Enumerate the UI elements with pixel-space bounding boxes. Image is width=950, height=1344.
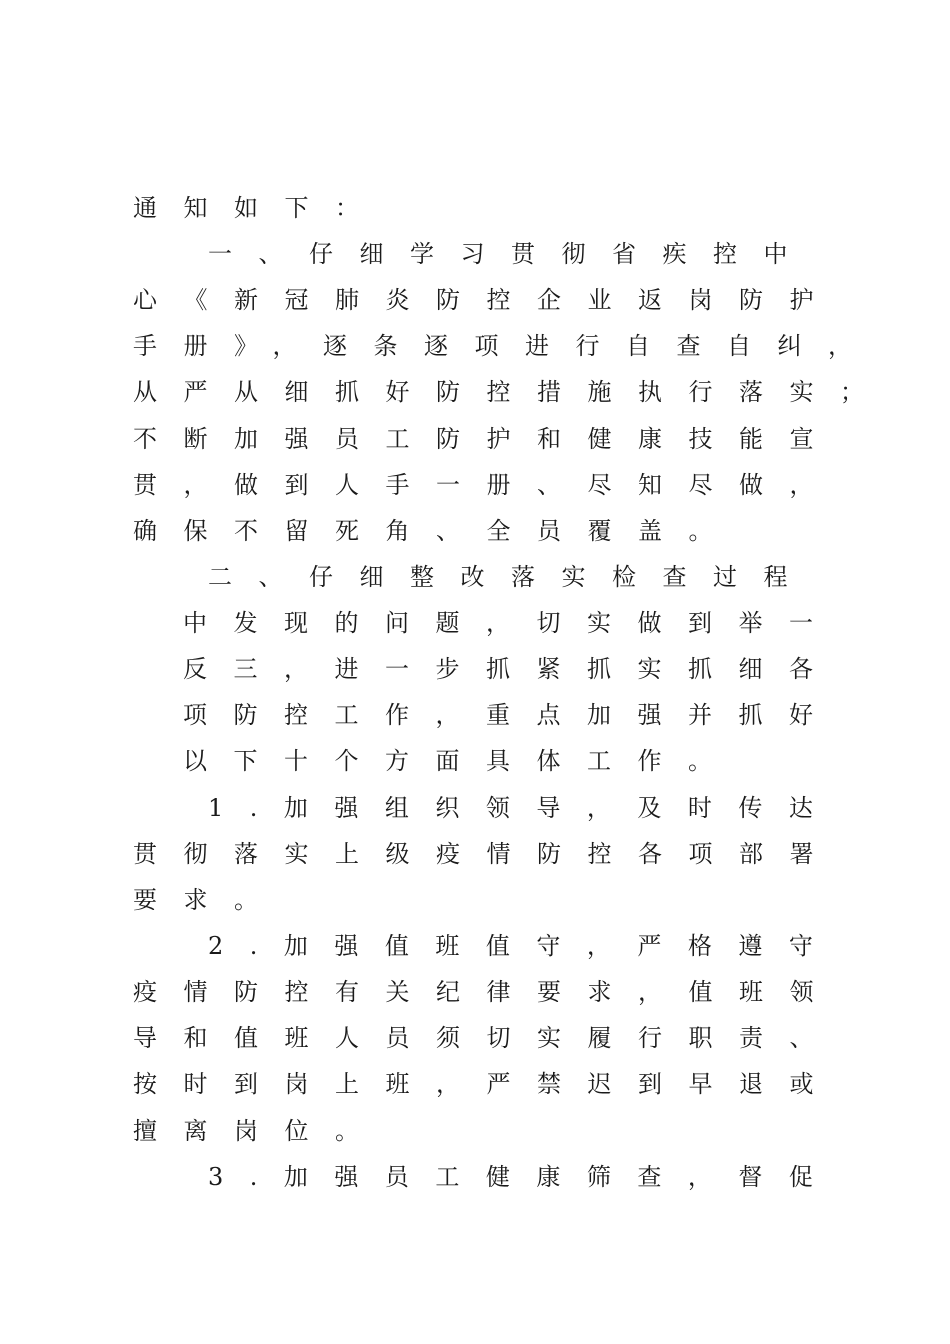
text-line: 从严从细抓好防控措施执行落实； <box>133 378 891 406</box>
text-line: 3.加强员工健康筛查，督促 <box>208 1163 840 1191</box>
text-line: 1.加强组织领导，及时传达 <box>208 794 840 822</box>
text-line: 二、仔细整改落实检查过程 <box>208 563 814 591</box>
text-line: 以下十个方面具体工作。 <box>183 747 739 775</box>
text-line: 通知如下： <box>133 194 386 222</box>
text-line: 项防控工作，重点加强并抓好 <box>183 701 840 729</box>
text-line: 疫情防控有关纪律要求，值班领 <box>133 978 840 1006</box>
text-line: 贯彻落实上级疫情防控各项部署 <box>133 840 840 868</box>
text-line: 反三，进一步抓紧抓实抓细各 <box>183 655 840 683</box>
text-line: 确保不留死角、全员覆盖。 <box>133 517 739 545</box>
text-line: 2.加强值班值守，严格遵守 <box>208 932 840 960</box>
text-line: 中发现的问题，切实做到举一 <box>183 609 840 637</box>
text-line: 要求。 <box>133 886 285 914</box>
text-line: 一、仔细学习贯彻省疾控中 <box>208 240 814 268</box>
text-line: 擅离岗位。 <box>133 1117 386 1145</box>
text-line: 按时到岗上班，严禁迟到早退或 <box>133 1070 840 1098</box>
text-line: 心《新冠肺炎防控企业返岗防护 <box>133 286 840 314</box>
text-line: 导和值班人员须切实履行职责、 <box>133 1024 840 1052</box>
text-line: 贯，做到人手一册、尽知尽做， <box>133 471 840 499</box>
text-line: 不断加强员工防护和健康技能宣 <box>133 425 840 453</box>
text-line: 手册》，逐条逐项进行自查自纠， <box>133 332 879 360</box>
